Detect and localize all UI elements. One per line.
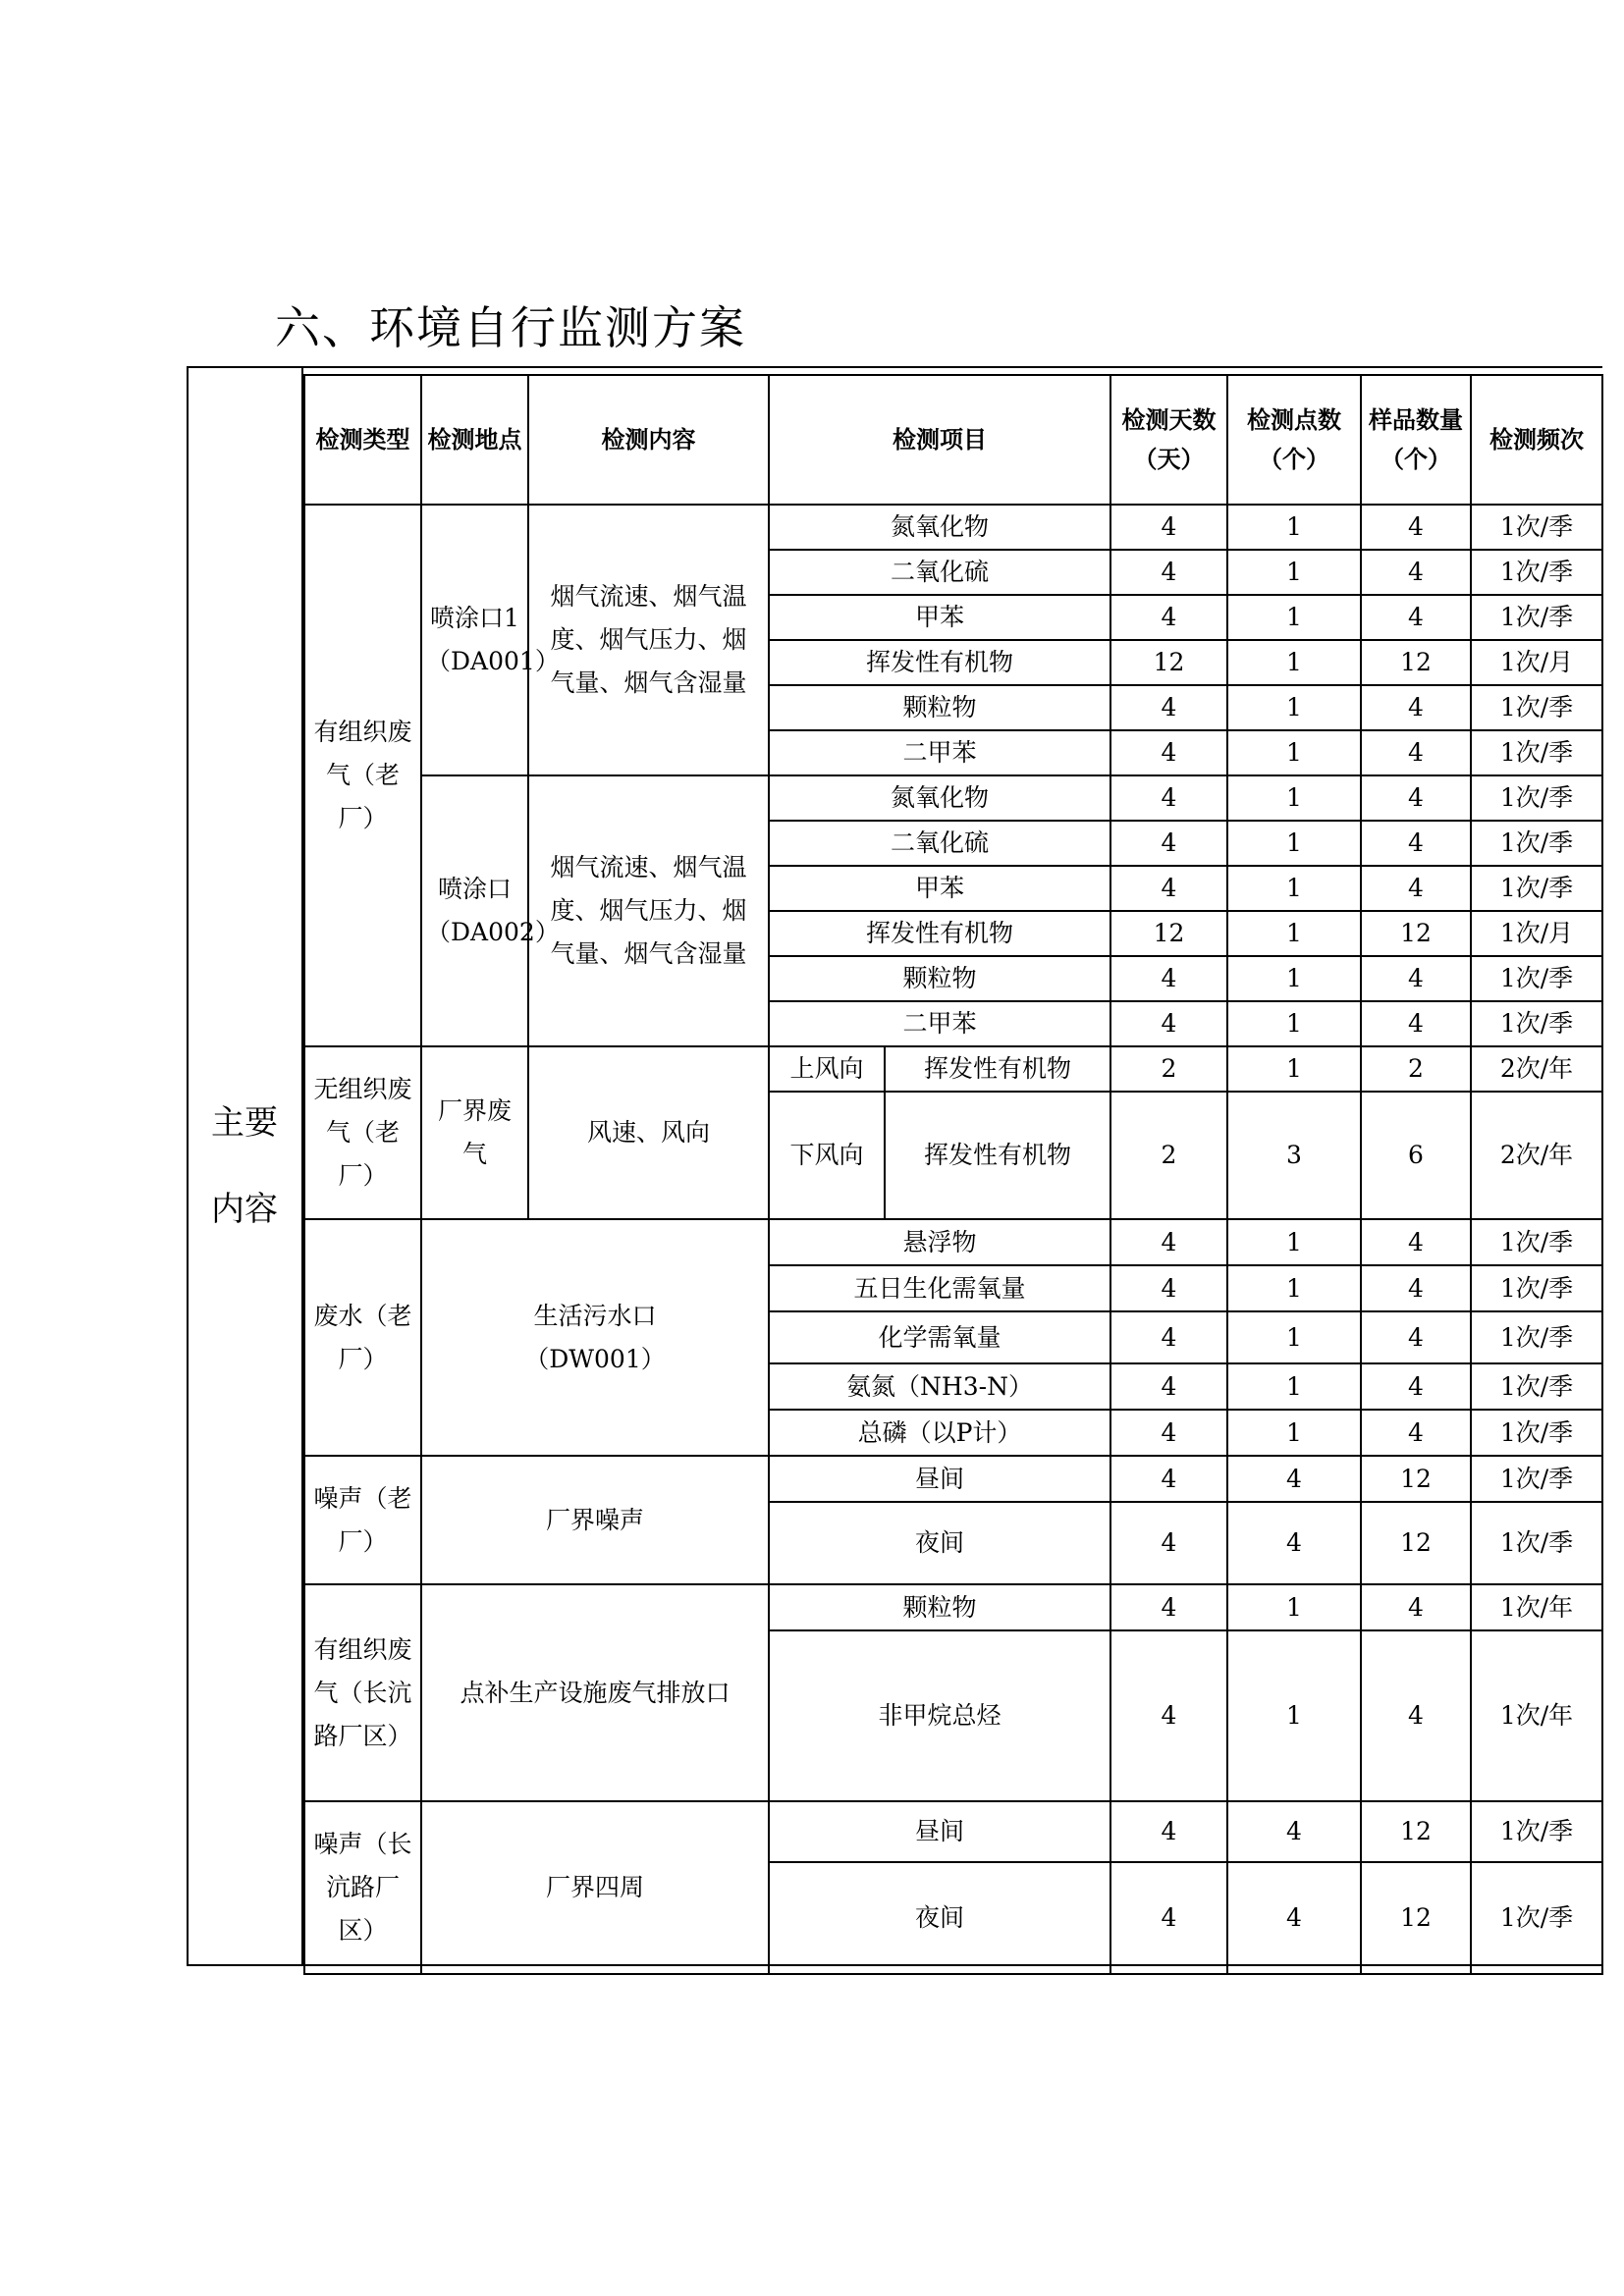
points-cell: 1	[1227, 595, 1361, 640]
freq-cell: 1次/年	[1471, 1630, 1602, 1801]
samples-cell: 4	[1361, 1265, 1471, 1311]
table-row	[304, 1456, 1602, 1502]
days-cell: 4	[1110, 685, 1227, 730]
samples-cell: 4	[1361, 685, 1471, 730]
freq-cell: 1次/季	[1471, 1265, 1602, 1311]
item-cell: 颗粒物	[769, 1584, 1110, 1630]
samples-cell: 4	[1361, 1219, 1471, 1265]
type-cell: 无组织废气（老厂）	[304, 1046, 421, 1219]
points-cell: 1	[1227, 1219, 1361, 1265]
item-cell: 悬浮物	[769, 1219, 1110, 1265]
points-cell: 1	[1227, 640, 1361, 685]
days-cell: 4	[1110, 595, 1227, 640]
samples-cell: 4	[1361, 1584, 1471, 1630]
item-cell: 总磷（以P计）	[769, 1410, 1110, 1456]
location-cell: 生活污水口（DW001）	[421, 1219, 769, 1456]
freq-cell: 1次/季	[1471, 1219, 1602, 1265]
item-cell: 二甲苯	[769, 730, 1110, 775]
points-cell: 4	[1227, 1862, 1361, 1974]
item-cell: 夜间	[769, 1502, 1110, 1584]
samples-cell: 4	[1361, 1311, 1471, 1363]
type-cell: 有组织废气（老厂）	[304, 505, 421, 1046]
header-row	[304, 375, 1602, 505]
freq-cell: 1次/季	[1471, 1363, 1602, 1410]
freq-cell: 1次/季	[1471, 775, 1602, 821]
item-cell: 氮氧化物	[769, 775, 1110, 821]
sub-location-cell: 下风向	[769, 1092, 885, 1219]
days-cell: 12	[1110, 911, 1227, 956]
samples-cell: 4	[1361, 775, 1471, 821]
samples-cell: 12	[1361, 1502, 1471, 1584]
samples-cell: 12	[1361, 1862, 1471, 1974]
freq-cell: 1次/季	[1471, 730, 1602, 775]
days-cell: 4	[1110, 550, 1227, 595]
item-cell: 甲苯	[769, 595, 1110, 640]
freq-cell: 1次/季	[1471, 866, 1602, 911]
days-cell: 4	[1110, 1311, 1227, 1363]
samples-cell: 4	[1361, 866, 1471, 911]
days-cell: 2	[1110, 1092, 1227, 1219]
points-cell: 1	[1227, 1046, 1361, 1092]
header-points: 检测点数（个）	[1227, 375, 1361, 505]
points-cell: 1	[1227, 821, 1361, 866]
table-row	[304, 1219, 1602, 1265]
item-cell: 化学需氧量	[769, 1311, 1110, 1363]
points-cell: 1	[1227, 550, 1361, 595]
freq-cell: 1次/月	[1471, 640, 1602, 685]
samples-cell: 4	[1361, 550, 1471, 595]
type-cell: 有组织废气（长沆路厂区）	[304, 1584, 421, 1801]
item-cell: 昼间	[769, 1801, 1110, 1862]
days-cell: 4	[1110, 821, 1227, 866]
header-freq: 检测频次	[1471, 375, 1602, 505]
item-cell: 挥发性有机物	[885, 1092, 1110, 1219]
location-cell: 厂界四周	[421, 1801, 769, 1974]
freq-cell: 1次/季	[1471, 505, 1602, 550]
item-cell: 氮氧化物	[769, 505, 1110, 550]
points-cell: 1	[1227, 911, 1361, 956]
points-cell: 1	[1227, 1001, 1361, 1046]
item-cell: 二甲苯	[769, 1001, 1110, 1046]
points-cell: 1	[1227, 1410, 1361, 1456]
samples-cell: 12	[1361, 640, 1471, 685]
points-cell: 1	[1227, 1584, 1361, 1630]
content-cell: 烟气流速、烟气温度、烟气压力、烟气量、烟气含湿量	[528, 775, 769, 1046]
samples-cell: 4	[1361, 1363, 1471, 1410]
page-title: 六、环境自行监测方案	[275, 301, 746, 354]
points-cell: 1	[1227, 1265, 1361, 1311]
freq-cell: 1次/季	[1471, 1456, 1602, 1502]
item-cell: 昼间	[769, 1456, 1110, 1502]
days-cell: 4	[1110, 866, 1227, 911]
freq-cell: 1次/季	[1471, 1801, 1602, 1862]
freq-cell: 1次/季	[1471, 550, 1602, 595]
days-cell: 4	[1110, 1630, 1227, 1801]
item-cell: 挥发性有机物	[885, 1046, 1110, 1092]
points-cell: 1	[1227, 1311, 1361, 1363]
samples-cell: 4	[1361, 1630, 1471, 1801]
item-cell: 颗粒物	[769, 685, 1110, 730]
type-cell: 噪声（长沆路厂区）	[304, 1801, 421, 1974]
days-cell: 4	[1110, 1502, 1227, 1584]
days-cell: 4	[1110, 1862, 1227, 1974]
location-cell: 厂界废气	[421, 1046, 528, 1219]
location-cell: 厂界噪声	[421, 1456, 769, 1584]
item-cell: 二氧化硫	[769, 821, 1110, 866]
freq-cell: 1次/季	[1471, 1311, 1602, 1363]
points-cell: 1	[1227, 1630, 1361, 1801]
type-cell: 废水（老厂）	[304, 1219, 421, 1456]
samples-cell: 4	[1361, 505, 1471, 550]
header-item: 检测项目	[769, 375, 1110, 505]
samples-cell: 4	[1361, 595, 1471, 640]
samples-cell: 4	[1361, 821, 1471, 866]
location-cell: 喷涂口（DA002）	[421, 775, 528, 1046]
freq-cell: 2次/年	[1471, 1046, 1602, 1092]
samples-cell: 4	[1361, 956, 1471, 1001]
points-cell: 1	[1227, 685, 1361, 730]
days-cell: 4	[1110, 956, 1227, 1001]
table-row	[304, 775, 1602, 821]
samples-cell: 4	[1361, 730, 1471, 775]
days-cell: 4	[1110, 1410, 1227, 1456]
item-cell: 颗粒物	[769, 956, 1110, 1001]
freq-cell: 1次/季	[1471, 1862, 1602, 1974]
days-cell: 4	[1110, 1801, 1227, 1862]
item-cell: 氨氮（NH3-N）	[769, 1363, 1110, 1410]
type-cell: 噪声（老厂）	[304, 1456, 421, 1584]
points-cell: 4	[1227, 1502, 1361, 1584]
freq-cell: 1次/季	[1471, 1001, 1602, 1046]
days-cell: 4	[1110, 1363, 1227, 1410]
freq-cell: 1次/年	[1471, 1584, 1602, 1630]
item-cell: 五日生化需氧量	[769, 1265, 1110, 1311]
points-cell: 1	[1227, 775, 1361, 821]
freq-cell: 1次/季	[1471, 1410, 1602, 1456]
points-cell: 4	[1227, 1456, 1361, 1502]
samples-cell: 4	[1361, 1001, 1471, 1046]
days-cell: 4	[1110, 775, 1227, 821]
days-cell: 4	[1110, 1265, 1227, 1311]
points-cell: 1	[1227, 505, 1361, 550]
points-cell: 1	[1227, 956, 1361, 1001]
days-cell: 12	[1110, 640, 1227, 685]
days-cell: 4	[1110, 1584, 1227, 1630]
table-row	[304, 1046, 1602, 1092]
points-cell: 4	[1227, 1801, 1361, 1862]
freq-cell: 1次/季	[1471, 1502, 1602, 1584]
monitoring-table	[303, 374, 1603, 1975]
freq-cell: 2次/年	[1471, 1092, 1602, 1219]
table-row	[304, 1584, 1602, 1630]
days-cell: 4	[1110, 1219, 1227, 1265]
item-cell: 二氧化硫	[769, 550, 1110, 595]
header-days: 检测天数（天）	[1110, 375, 1227, 505]
freq-cell: 1次/季	[1471, 685, 1602, 730]
points-cell: 3	[1227, 1092, 1361, 1219]
sub-location-cell: 上风向	[769, 1046, 885, 1092]
days-cell: 4	[1110, 730, 1227, 775]
item-cell: 非甲烷总烃	[769, 1630, 1110, 1801]
freq-cell: 1次/季	[1471, 595, 1602, 640]
days-cell: 4	[1110, 505, 1227, 550]
points-cell: 1	[1227, 866, 1361, 911]
item-cell: 挥发性有机物	[769, 640, 1110, 685]
item-cell: 夜间	[769, 1862, 1110, 1974]
item-cell: 甲苯	[769, 866, 1110, 911]
points-cell: 1	[1227, 1363, 1361, 1410]
header-location: 检测地点	[421, 375, 528, 505]
item-cell: 挥发性有机物	[769, 911, 1110, 956]
table-row	[304, 1801, 1602, 1862]
samples-cell: 6	[1361, 1092, 1471, 1219]
samples-cell: 12	[1361, 1801, 1471, 1862]
freq-cell: 1次/季	[1471, 956, 1602, 1001]
side-label: 主要内容	[211, 1103, 278, 1229]
header-type: 检测类型	[304, 375, 421, 505]
freq-cell: 1次/月	[1471, 911, 1602, 956]
location-cell: 点补生产设施废气排放口	[421, 1584, 769, 1801]
days-cell: 4	[1110, 1456, 1227, 1502]
header-content: 检测内容	[528, 375, 769, 505]
samples-cell: 12	[1361, 911, 1471, 956]
content-cell: 烟气流速、烟气温度、烟气压力、烟气量、烟气含湿量	[528, 505, 769, 775]
samples-cell: 4	[1361, 1410, 1471, 1456]
points-cell: 1	[1227, 730, 1361, 775]
location-cell: 喷涂口1（DA001）	[421, 505, 528, 775]
days-cell: 4	[1110, 1001, 1227, 1046]
freq-cell: 1次/季	[1471, 821, 1602, 866]
content-cell: 风速、风向	[528, 1046, 769, 1219]
samples-cell: 2	[1361, 1046, 1471, 1092]
days-cell: 2	[1110, 1046, 1227, 1092]
samples-cell: 12	[1361, 1456, 1471, 1502]
header-samples: 样品数量（个）	[1361, 375, 1471, 505]
table-row	[304, 505, 1602, 550]
